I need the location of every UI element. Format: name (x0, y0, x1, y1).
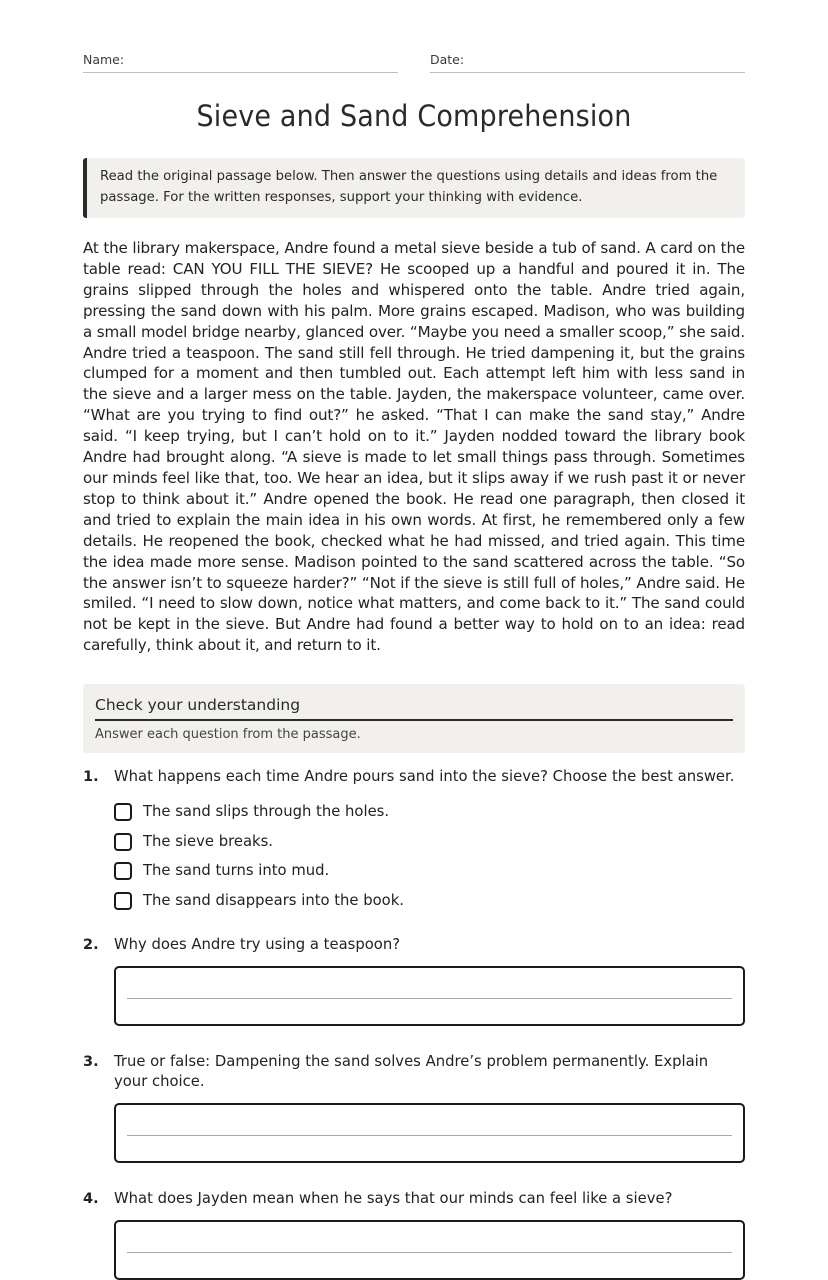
answer-box[interactable] (114, 1220, 745, 1280)
answer-line (127, 1252, 732, 1253)
option-label: The sand slips through the holes. (143, 802, 390, 820)
answer-box[interactable] (114, 966, 745, 1026)
option-item[interactable] (114, 797, 745, 827)
header-fields (83, 0, 745, 74)
question-text: What happens each time Andre pours sand into the sieve? Choose the best answer. (114, 768, 735, 786)
checkbox[interactable] (114, 833, 132, 851)
check-title: Check your understanding (95, 694, 733, 721)
question-text: What does Jayden mean when he says that our minds can feel like a sieve? (114, 1189, 673, 1207)
instructions-box: Read the original passage below. Then answer the questions using details and ideas from the passage. For the written responses, support your thinking with evidence. (83, 158, 745, 218)
question-3 (83, 1052, 745, 1163)
option-item[interactable] (114, 886, 745, 916)
reading-passage: At the library makerspace, Andre found a metal sieve beside a tub of sand. A card on the table read: CAN YOU FILL THE SIEVE? He scooped up a handful and poured it in. The grains slipped through the holes and whispered onto the table. Andre tried again, pressing the sand down with his palm. More grains escaped. Madison, who was building a small model bridge nearby, glanced over. “Maybe you need a smaller scoop,” she said. Andre tried a teaspoon. The sand still fell through. He tried dampening it, but the grains clumped for a moment and then tumbled out. Each attempt left him with less sand in the sieve and a larger mess on the table. Jayden, the makerspace volunteer, came over. “What are you trying to find out?” he asked. “That I can make the sand stay,” Andre said. “I keep trying, but I can’t hold on to it.” Jayden nodded toward the library book Andre had brought along. “A sieve is made to let small things pass through. Sometimes our minds feel like that, too. We hear an idea, but it slips away if we rush past it or never stop to think about it.” Andre opened the book. He read one paragraph, then closed it and tried to explain the main idea in his own words. At first, he remembered only a few details. He reopened the book, checked what he had missed, and tried again. This time the idea made more sense. Madison pointed to the sand scattered across the table. “So the answer isn’t to squeeze harder?” “Not if the sieve is still full of holes,” Andre said. He smiled. “I need to slow down, notice what matters, and come back to it.” The sand could not be kept in the sieve. But Andre had found a better way to hold on to an idea: read carefully, think about it, and return to it. (83, 239, 745, 655)
question-4 (83, 1189, 745, 1280)
option-item[interactable] (114, 857, 745, 887)
checkbox[interactable] (114, 803, 132, 821)
page-title: Sieve and Sand Comprehension (196, 99, 632, 133)
option-label: The sand turns into mud. (143, 862, 330, 880)
name-field[interactable] (83, 52, 398, 73)
question-number: 3. (83, 1053, 99, 1070)
name-label: Name: (83, 52, 125, 67)
question-number: 1. (83, 769, 99, 786)
option-item[interactable] (114, 827, 745, 857)
question-2 (83, 935, 745, 1026)
question-number: 4. (83, 1190, 99, 1207)
checkbox[interactable] (114, 862, 132, 880)
question-number: 2. (83, 936, 99, 953)
date-label: Date: (430, 52, 465, 67)
question-text: Why does Andre try using a teaspoon? (114, 935, 401, 953)
date-field[interactable] (430, 52, 745, 73)
answer-box[interactable] (114, 1103, 745, 1163)
check-understanding-box (83, 684, 745, 753)
answer-line (127, 1135, 732, 1136)
checkbox[interactable] (114, 892, 132, 910)
question-text: True or false: Dampening the sand solves Andre’s problem permanently. Explain your choice. (114, 1052, 709, 1090)
question-1 (83, 767, 745, 916)
answer-options (114, 797, 745, 916)
option-label: The sand disappears into the book. (143, 892, 405, 910)
option-label: The sieve breaks. (143, 832, 274, 850)
worksheet-page (83, 0, 745, 1280)
answer-line (127, 998, 732, 999)
check-subtitle: Answer each question from the passage. (95, 727, 361, 743)
